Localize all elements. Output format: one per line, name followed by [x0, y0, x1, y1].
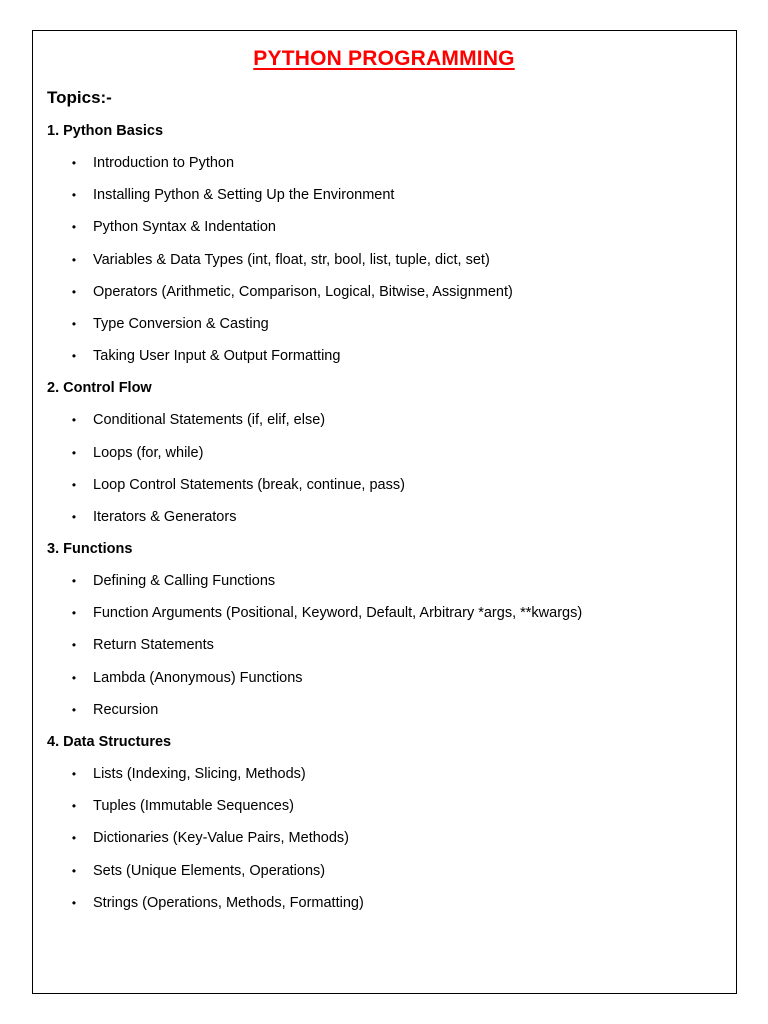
list-item-text: Return Statements: [93, 637, 214, 654]
list-item-text: Function Arguments (Positional, Keyword, Default, Arbitrary *args, **kwargs): [93, 605, 583, 622]
list-item-text: Loop Control Statements (break, continue, pass): [93, 476, 405, 493]
bullet-icon: •: [71, 445, 77, 460]
bullet-icon: •: [71, 799, 77, 814]
section-heading: 4. Data Structures: [47, 734, 172, 750]
list-item-text: Recursion: [93, 701, 159, 718]
bullet-icon: •: [71, 606, 77, 621]
bullet-icon: •: [71, 349, 77, 364]
bullet-icon: •: [71, 188, 77, 203]
list-item: [47, 603, 727, 624]
list-item-text: Lists (Indexing, Slicing, Methods): [93, 766, 306, 782]
section-heading: 3. Functions: [47, 541, 133, 558]
list-item-text: Tuples (Immutable Sequences): [93, 798, 294, 815]
list-item-text: Taking User Input & Output Formatting: [93, 348, 341, 365]
bullet-icon: •: [71, 574, 77, 589]
section-heading: 1. Python Basics: [47, 123, 164, 139]
document-title: PYTHON PROGRAMMING: [253, 47, 515, 70]
list-item: [47, 861, 727, 882]
list-item: [47, 507, 727, 528]
list-item: [47, 475, 727, 496]
list-item: [47, 282, 727, 303]
bullet-icon: •: [71, 413, 77, 428]
list-item: [47, 185, 727, 206]
list-item-text: Dictionaries (Key-Value Pairs, Methods): [93, 830, 349, 847]
bullet-icon: •: [71, 670, 77, 685]
list-item: [47, 764, 727, 785]
list-item: [47, 668, 727, 689]
list-item: [47, 635, 727, 656]
list-item: [47, 796, 727, 817]
list-item-text: Conditional Statements (if, elif, else): [93, 412, 326, 429]
bullet-icon: •: [71, 895, 77, 910]
list-item: [47, 443, 727, 464]
list-item-text: Iterators & Generators: [93, 508, 237, 525]
bullet-icon: •: [71, 156, 77, 170]
list-item: [47, 314, 727, 335]
list-item-text: Strings (Operations, Methods, Formatting): [93, 894, 364, 911]
section-heading: 2. Control Flow: [47, 380, 152, 397]
topic-list: [47, 571, 727, 721]
list-item-text: Python Syntax & Indentation: [93, 219, 276, 236]
bullet-icon: •: [71, 284, 77, 299]
list-item: [47, 700, 727, 721]
list-item-text: Variables & Data Types (int, float, str, bool, list, tuple, dict, set): [93, 251, 490, 268]
topic-list: [47, 764, 727, 914]
list-item-text: Type Conversion & Casting: [93, 315, 269, 332]
list-item-text: Introduction to Python: [93, 155, 235, 171]
list-item: [47, 217, 727, 238]
list-item: [47, 571, 727, 592]
bullet-icon: •: [71, 767, 77, 781]
bullet-icon: •: [71, 863, 77, 878]
list-item-text: Installing Python & Setting Up the Environment: [93, 187, 395, 204]
bullet-icon: •: [71, 702, 77, 717]
bullet-icon: •: [71, 509, 77, 524]
list-item: [47, 153, 727, 174]
bullet-icon: •: [71, 252, 77, 267]
list-item: [47, 893, 727, 914]
bullet-icon: •: [71, 316, 77, 331]
bullet-icon: •: [71, 638, 77, 653]
list-item-text: Loops (for, while): [93, 444, 204, 461]
list-item: [47, 346, 727, 367]
topics-heading: Topics:-: [47, 88, 112, 107]
list-item: [47, 410, 727, 431]
bullet-icon: •: [71, 831, 77, 846]
topic-list: [47, 153, 727, 367]
list-item-text: Defining & Calling Functions: [93, 573, 276, 590]
topics-content: [47, 121, 727, 925]
bullet-icon: •: [71, 477, 77, 492]
list-item: [47, 828, 727, 849]
topic-list: [47, 410, 727, 528]
list-item: [47, 250, 727, 271]
list-item-text: Sets (Unique Elements, Operations): [93, 862, 326, 879]
bullet-icon: •: [71, 220, 77, 235]
list-item-text: Lambda (Anonymous) Functions: [93, 669, 303, 686]
list-item-text: Operators (Arithmetic, Comparison, Logical, Bitwise, Assignment): [93, 283, 513, 300]
